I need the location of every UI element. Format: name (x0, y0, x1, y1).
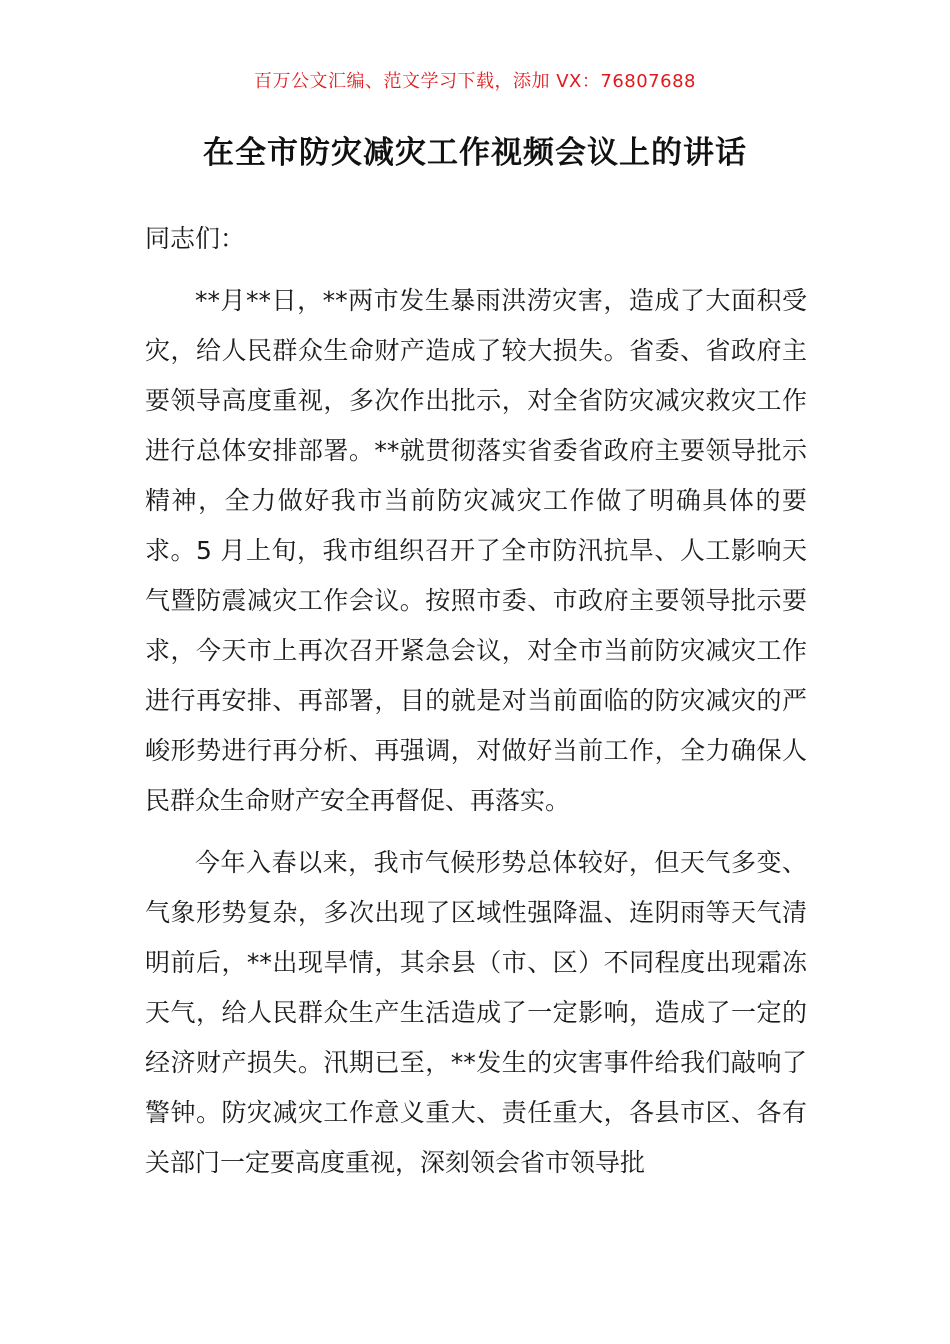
document-title: 在全市防灾减灾工作视频会议上的讲话 (203, 135, 747, 171)
document-body (145, 214, 807, 1200)
header-note: 百万公文汇编、范文学习下载，添加 VX：76807688 (254, 71, 696, 92)
paragraph-1: **月**日，**两市发生暴雨洪涝灾害，造成了大面积受灾，给人民群众生命财产造成了较大损失。省委、省政府主要领导高度重视，多次作出批示，对全省防灾减灾救灾工作进行总体安排部署。**就贯彻落实省委省政府主要领导批示精神，全力做好我市当前防灾减灾工作做了明确具体的要求。5 月上旬，我市组织召开了全市防汛抗旱、人工影响天气暨防震减灾工作会议。按照市委、市政府主要领导批示要求，今天市上再次召开紧急会议，对全市当前防灾减灾工作进行再安排、再部署，目的就是对当前面临的防灾减灾的严峻形势进行再分析、再强调，对做好当前工作，全力确保人民群众生命财产安全再督促、再落实。 (145, 286, 807, 815)
paragraph-2: 今年入春以来，我市气候形势总体较好，但天气多变、气象形势复杂，多次出现了区域性强降温、连阴雨等天气清明前后，**出现旱情，其余县（市、区）不同程度出现霜冻天气，给人民群众生产生活造成了一定影响，造成了一定的经济财产损失。汛期已至，**发生的灾害事件给我们敲响了警钟。防灾减灾工作意义重大、责任重大，各县市区、各有关部门一定要高度重视，深刻领会省市领导批 (145, 848, 807, 1177)
salutation: 同志们： (145, 224, 246, 253)
